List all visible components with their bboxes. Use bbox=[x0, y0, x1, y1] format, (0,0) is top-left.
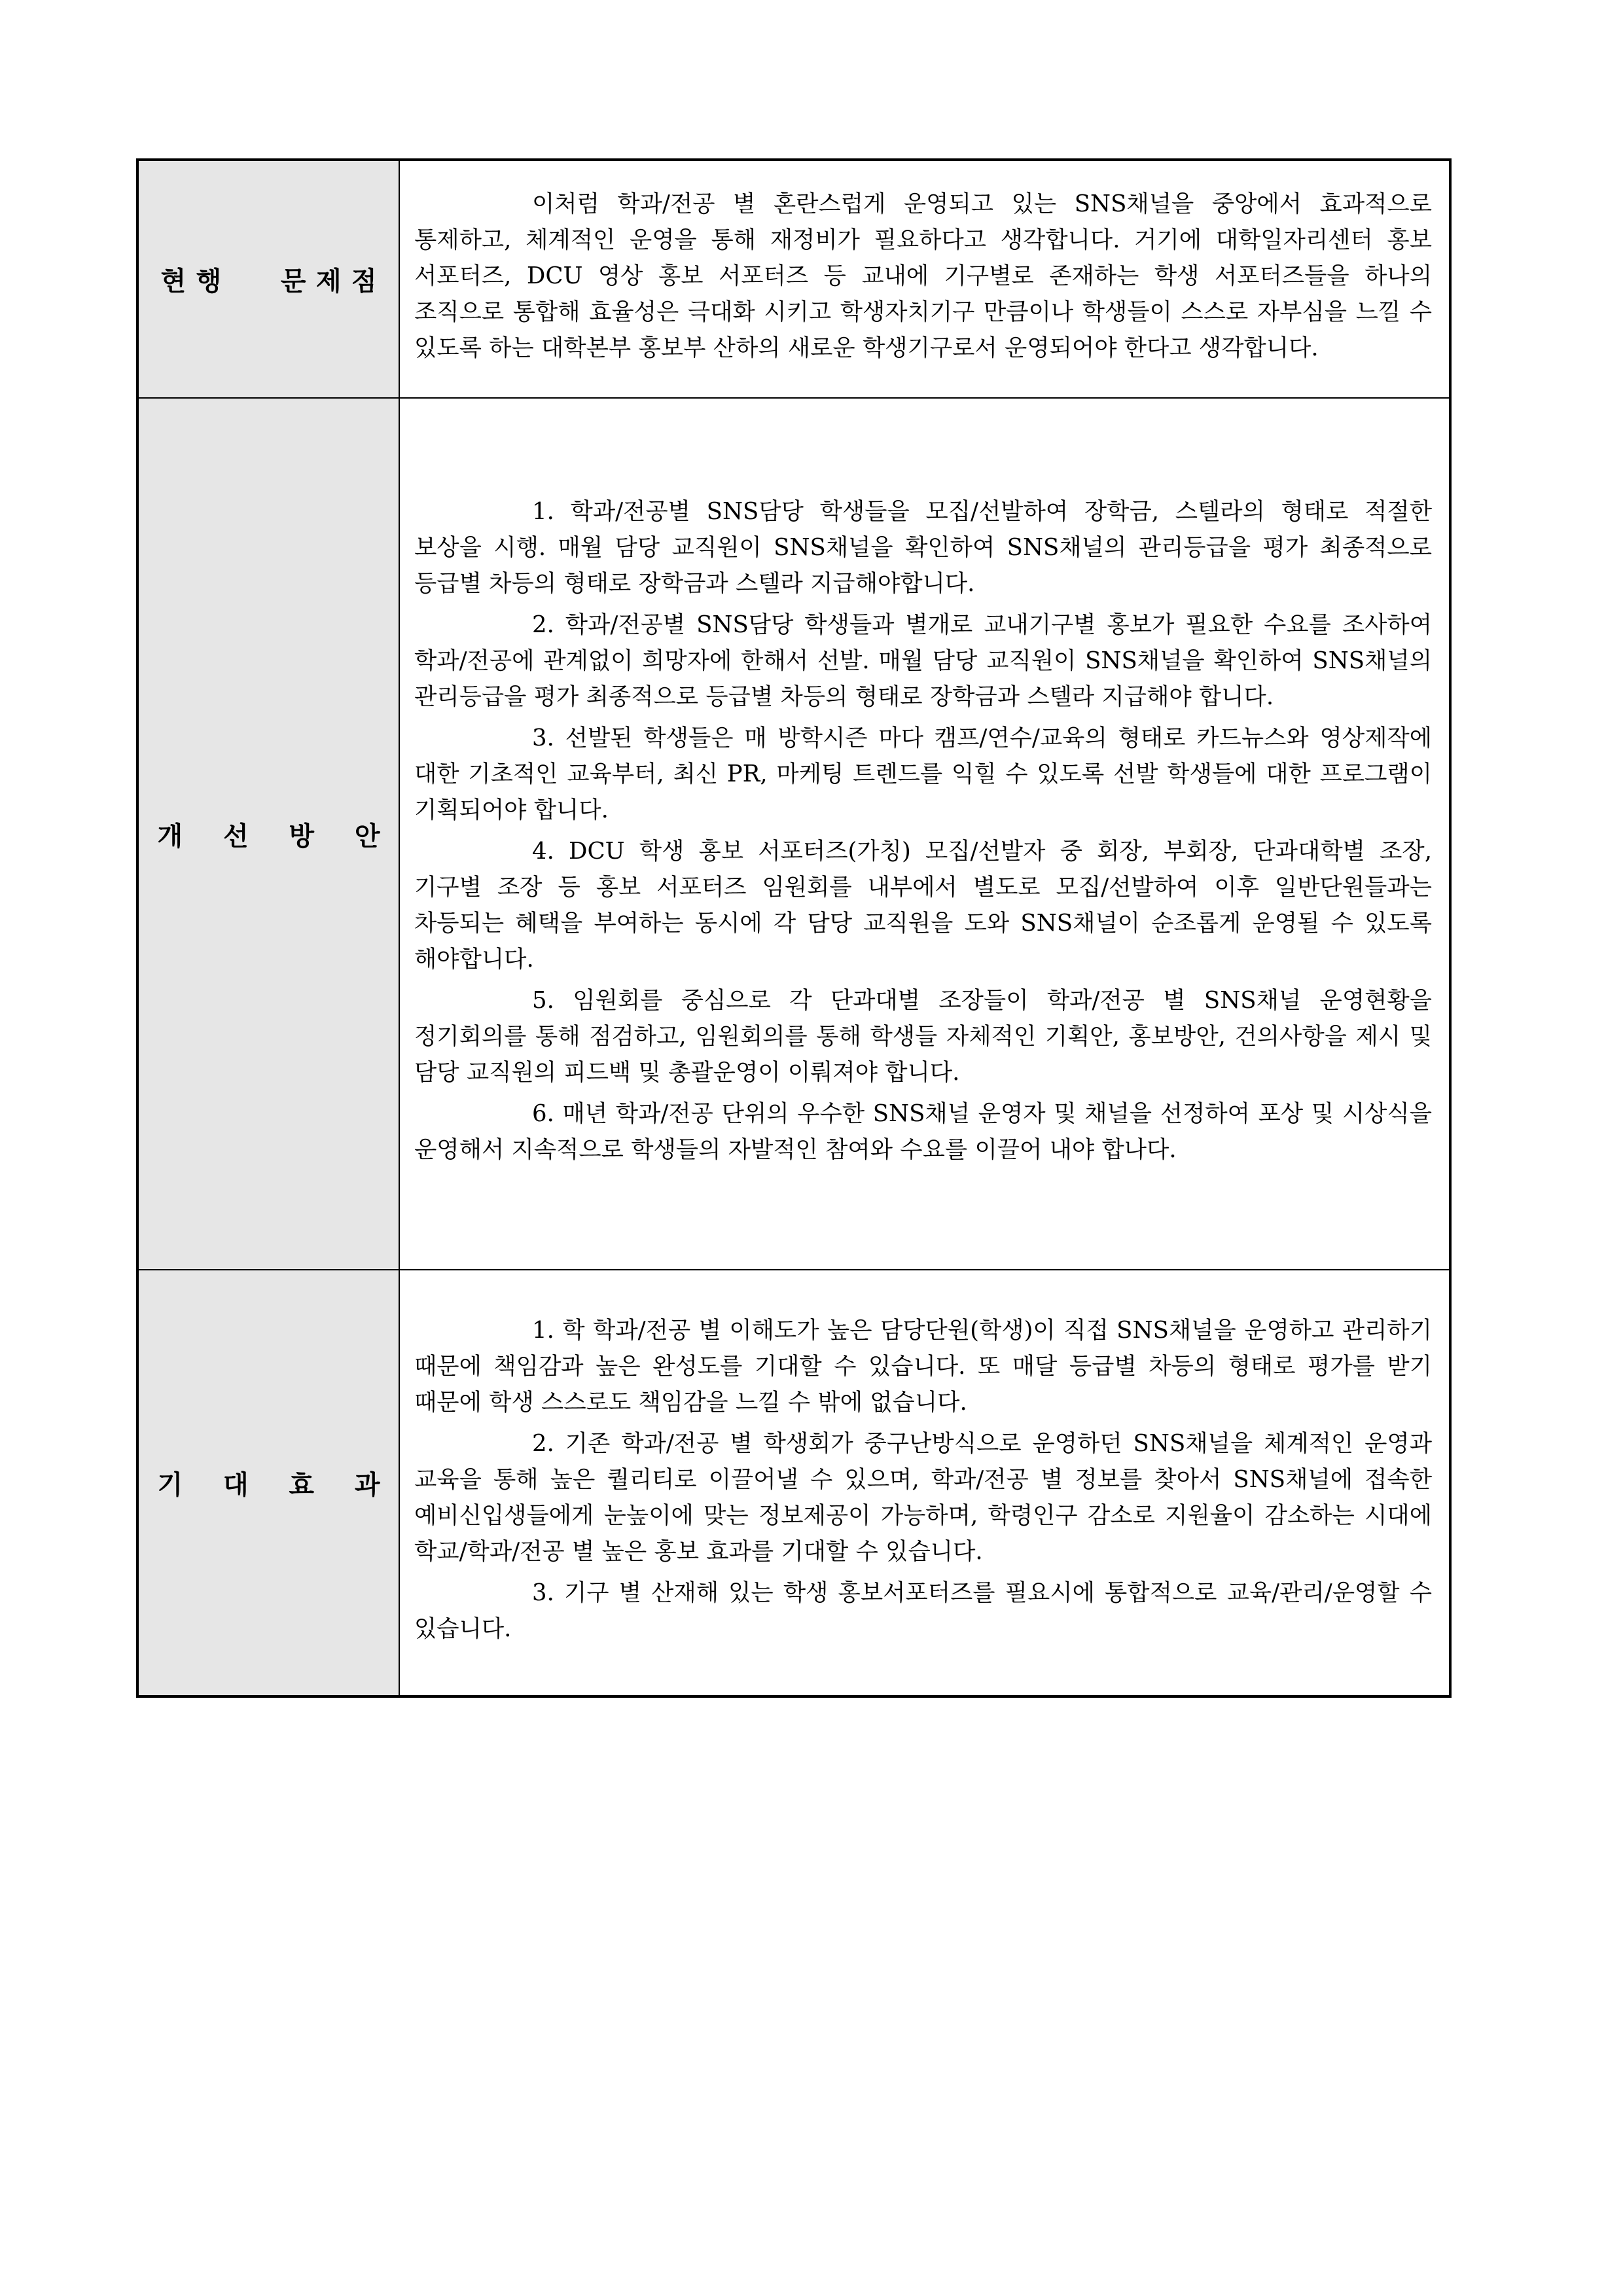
label-cell-expected-effects bbox=[137, 1270, 399, 1696]
label-improvement-plan: 개 선 방 안 bbox=[157, 821, 380, 852]
proposal-table bbox=[136, 158, 1452, 1698]
label-cell-current-problems bbox=[137, 160, 399, 398]
content-cell-expected-effects bbox=[399, 1270, 1450, 1696]
content-cell-improvement-plan bbox=[399, 398, 1450, 1270]
row-improvement-plan bbox=[137, 398, 1450, 1270]
paragraph: 3. 기구 별 산재해 있는 학생 홍보서포터즈를 필요시에 통합적으로 교육/관리/운영할 수 있습니다. bbox=[414, 1579, 1432, 1642]
paragraph: 이처럼 학과/전공 별 혼란스럽게 운영되고 있는 SNS채널을 중앙에서 효과적으로 통제하고, 체계적인 운영을 통해 재정비가 필요하다고 생각합니다. 거기에 대학일자리센터 홍보 서포터즈, DCU 영상 홍보 서포터즈 등 교내에 기구별로 존재하는 학생 서포터즈들을 하나의 조직으로 통합해 효율성은 극대화 시키고 학생자치기구 만큼이나 학생들이 스스로 자부심을 느낄 수 있도록 하는 대학본부 홍보부 산하의 새로운 학생기구로서 운영되어야 한다고 생각합니다. bbox=[414, 190, 1432, 361]
label-expected-effects: 기 대 효 과 bbox=[157, 1470, 380, 1500]
paragraph: 5. 임원회를 중심으로 각 단과대별 조장들이 학과/전공 별 SNS채널 운영현황을 정기회의를 통해 점검하고, 임원회의를 통해 학생들 자체적인 기획안, 홍보방안, 건의사항을 제시 및 담당 교직원의 피드백 및 총괄운영이 이뤄져야 합니다. bbox=[414, 987, 1432, 1086]
content-cell-current-problems bbox=[399, 160, 1450, 398]
paragraph: 2. 기존 학과/전공 별 학생회가 중구난방식으로 운영하던 SNS채널을 체계적인 운영과 교육을 통해 높은 퀄리티로 이끌어낼 수 있으며, 학과/전공 별 정보를 찾아서 SNS채널에 접속한 예비신입생들에게 눈높이에 맞는 정보제공이 가능하며, 학령인구 감소로 지원율이 감소하는 시대에 학교/학과/전공 별 높은 홍보 효과를 기대할 수 있습니다. bbox=[414, 1430, 1432, 1565]
paragraph: 1. 학과/전공별 SNS담당 학생들을 모집/선발하여 장학금, 스텔라의 형태로 적절한 보상을 시행. 매월 담당 교직원이 SNS채널을 확인하여 SNS채널의 관리등급을 평가 최종적으로 등급별 차등의 형태로 장학금과 스텔라 지급해야합니다. bbox=[414, 498, 1432, 597]
label-cell-improvement-plan bbox=[137, 398, 399, 1270]
paragraph: 4. DCU 학생 홍보 서포터즈(가칭) 모집/선발자 중 회장, 부회장, 단과대학별 조장, 기구별 조장 등 홍보 서포터즈 임원회를 내부에서 별도로 모집/선발하여 이후 일반단원들과는 차등되는 혜택을 부여하는 동시에 각 담당 교직원을 도와 SNS채널이 순조롭게 운영될 수 있도록 해야합니다. bbox=[414, 838, 1432, 973]
paragraph: 6. 매년 학과/전공 단위의 우수한 SNS채널 운영자 및 채널을 선정하여 포상 및 시상식을 운영해서 지속적으로 학생들의 자발적인 참여와 수요를 이끌어 내야 합나다. bbox=[414, 1100, 1432, 1163]
row-current-problems bbox=[137, 160, 1450, 398]
paragraph: 3. 선발된 학생들은 매 방학시즌 마다 캠프/연수/교육의 형태로 카드뉴스와 영상제작에 대한 기초적인 교육부터, 최신 PR, 마케팅 트렌드를 익힐 수 있도록 선발 학생들에 대한 프로그램이 기획되어야 합니다. bbox=[414, 725, 1432, 823]
row-expected-effects bbox=[137, 1270, 1450, 1696]
paragraph: 1. 학 학과/전공 별 이해도가 높은 담당단원(학생)이 직접 SNS채널을 운영하고 관리하기 때문에 책임감과 높은 완성도를 기대할 수 있습니다. 또 매달 등급별 차등의 형태로 평가를 받기 때문에 학생 스스로도 책임감을 느낄 수 밖에 없습니다. bbox=[414, 1317, 1432, 1416]
label-current-problems: 현 행 문 제 점 bbox=[160, 266, 377, 296]
paragraph: 2. 학과/전공별 SNS담당 학생들과 별개로 교내기구별 홍보가 필요한 수요를 조사하여 학과/전공에 관계없이 희망자에 한해서 선발. 매월 담당 교직원이 SNS채널을 확인하여 SNS채널의 관리등급을 평가 최종적으로 등급별 차등의 형태로 장학금과 스텔라 지급해야 합니다. bbox=[414, 611, 1432, 710]
